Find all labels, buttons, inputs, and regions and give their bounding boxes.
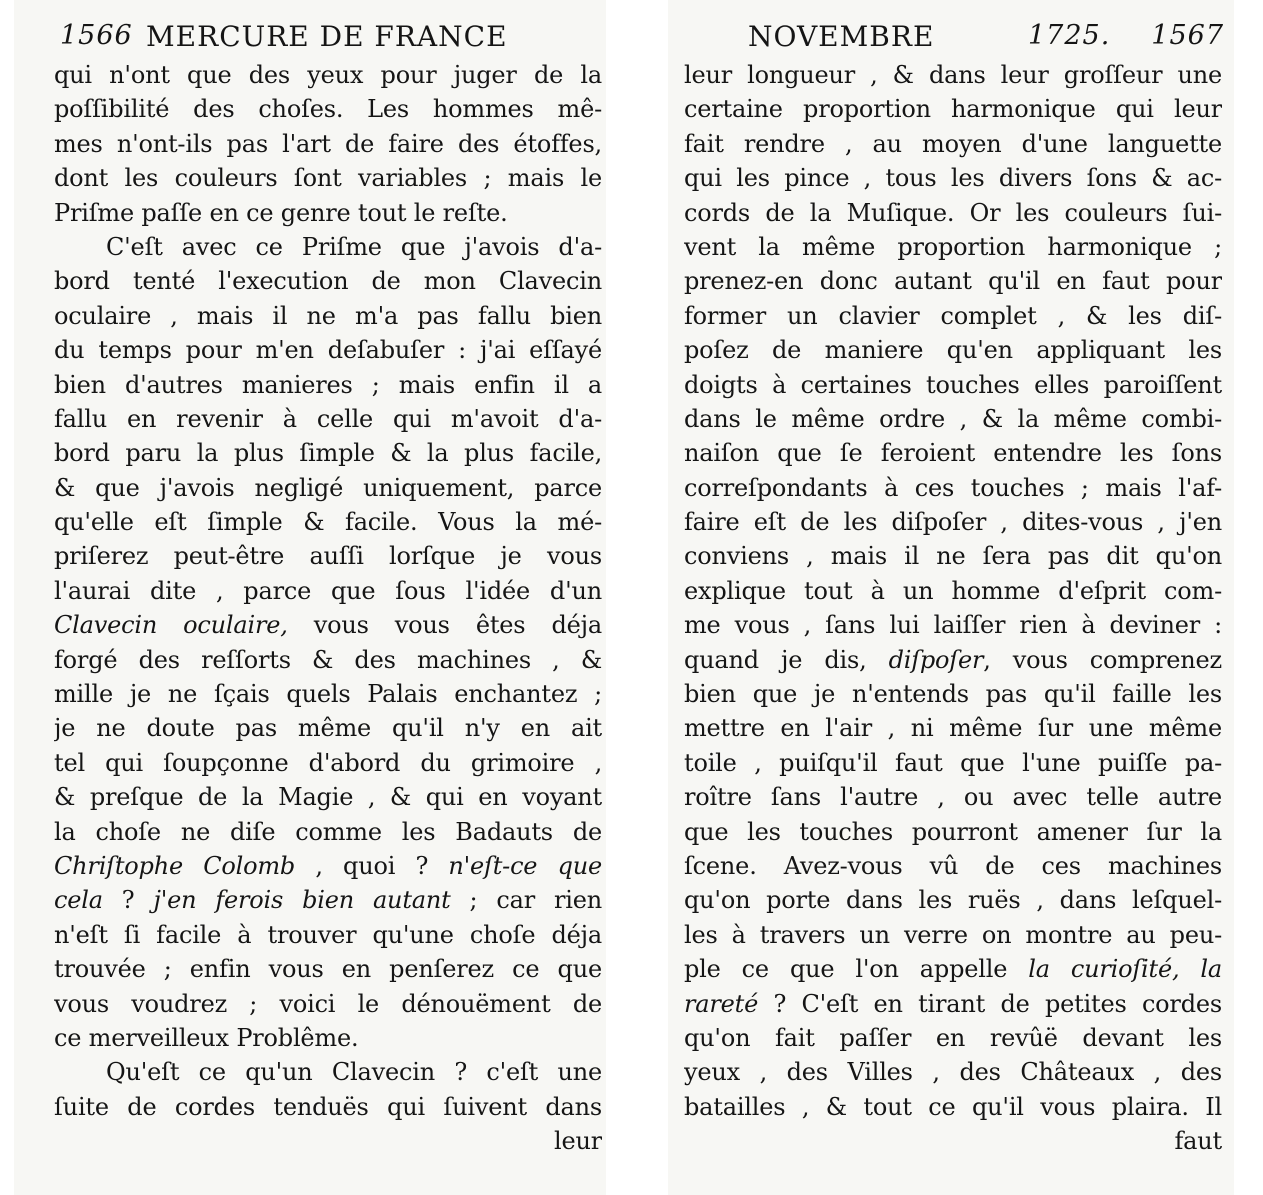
- text-line: [54, 539, 602, 573]
- text-line: [684, 161, 1222, 195]
- line-text: C'eſt avec ce Priſme que j'avois d'a-: [106, 232, 602, 261]
- text-line: [54, 1021, 602, 1055]
- line-text: faut: [1174, 1127, 1222, 1156]
- line-text: les à travers un verre on montre au peu-: [684, 920, 1222, 949]
- italic-text: cela: [54, 886, 103, 915]
- line-text: oculaire , mais il ne m'a pas fallu bien: [54, 301, 602, 330]
- line-text: leur: [553, 1127, 602, 1156]
- line-text: qu'on porte dans les ruës , dans leſquel-: [684, 886, 1222, 915]
- text-line: [684, 92, 1222, 126]
- text-line: [684, 1090, 1222, 1124]
- text-line: [54, 883, 602, 917]
- text-line: [684, 643, 1222, 677]
- left-text-block: [54, 58, 602, 1159]
- line-text: que les touches pourront amener ſur la: [684, 817, 1222, 846]
- text-line: [54, 918, 602, 952]
- line-text: prenez-en donc autant qu'il en faut pour: [684, 267, 1222, 296]
- line-text: ; car rien: [450, 886, 602, 915]
- line-text: trouvée ; enfin vous en penſerez ce que: [54, 955, 602, 984]
- text-line: [684, 196, 1222, 230]
- text-line: [54, 402, 602, 436]
- line-text: & que j'avois negligé uniquement, parce: [54, 473, 602, 502]
- line-text: ſcene. Avez-vous vû de ces machines: [684, 851, 1222, 880]
- text-line: [54, 849, 602, 883]
- italic-text: Clavecin oculaire,: [54, 611, 288, 640]
- line-text: qui les pince , tous les divers ſons & ac-: [684, 164, 1222, 193]
- line-text: naiſon que ſe feroient entendre les ſons: [684, 439, 1222, 468]
- text-line: [684, 264, 1222, 298]
- line-text: explique tout à un homme d'eſprit com-: [684, 576, 1222, 605]
- right-running-head: [748, 20, 1224, 56]
- line-text: ſuite de cordes tenduës qui ſuivent dans: [54, 1092, 602, 1121]
- text-line: [684, 1055, 1222, 1089]
- text-line: [684, 677, 1222, 711]
- text-line: [54, 574, 602, 608]
- text-line: [54, 196, 602, 230]
- line-text: bien d'autres manieres ; mais enfin il a: [54, 370, 602, 399]
- line-text: mille je ne ſçais quels Palais enchantez ;: [54, 680, 602, 709]
- text-line: [684, 608, 1222, 642]
- text-line: [54, 92, 602, 126]
- italic-text: rareté: [684, 989, 759, 1018]
- line-text: du temps pour m'en deſabuſer : j'ai eſſayé: [54, 336, 602, 365]
- left-running-head: [60, 20, 596, 56]
- text-line: [684, 987, 1222, 1021]
- line-text: vous vous êtes déja: [287, 611, 602, 640]
- line-text: Priſme paſſe en ce genre tout le reſte.: [54, 198, 508, 227]
- text-line: [54, 436, 602, 470]
- line-text: qui n'ont que des yeux pour juger de la: [54, 61, 602, 89]
- left-page: [14, 0, 606, 1195]
- line-text: quand je dis,: [684, 645, 889, 674]
- line-text: ce merveilleux Problême.: [54, 1023, 359, 1052]
- line-text: vous voudrez ; voici le dénouëment de: [54, 989, 602, 1018]
- text-line: [684, 230, 1222, 264]
- line-text: poſſibilité des choſes. Les hommes mê-: [54, 95, 602, 124]
- text-line: [684, 333, 1222, 367]
- text-line: [684, 780, 1222, 814]
- italic-text: j'en ferois bien autant: [153, 886, 451, 915]
- text-line: [684, 402, 1222, 436]
- text-line: [684, 883, 1222, 917]
- text-line: [684, 436, 1222, 470]
- text-line: [54, 333, 602, 367]
- line-text: l'aurai dite , parce que ſous l'idée d'un: [54, 576, 602, 605]
- line-text: bord tenté l'execution de mon Clavecin: [54, 267, 602, 296]
- text-line: [54, 1090, 602, 1124]
- text-line: [54, 368, 602, 402]
- text-line: [684, 1021, 1222, 1055]
- text-line: [54, 746, 602, 780]
- line-text: doigts à certaines touches elles paroiſſent: [684, 370, 1222, 399]
- line-text: , quoi ?: [295, 851, 449, 880]
- line-text: forgé des reſſorts & des machines , &: [54, 645, 602, 674]
- text-line: [684, 574, 1222, 608]
- line-text: Qu'eſt ce qu'un Clavecin ? c'eſt une: [106, 1058, 602, 1087]
- line-text: bien que je n'entends pas qu'il faille les: [684, 680, 1222, 709]
- line-text: mettre en l'air , ni même ſur une même: [684, 714, 1222, 743]
- line-text: batailles , & tout ce qu'il vous plaira. Il: [684, 1092, 1222, 1121]
- catchword: [684, 1124, 1222, 1158]
- line-text: faire eſt de les diſpoſer , dites-vous , j'en: [684, 508, 1222, 537]
- line-text: n'eſt ſi facile à trouver qu'une choſe déja: [54, 920, 602, 949]
- line-text: , vous comprenez: [983, 645, 1222, 674]
- text-line: [684, 918, 1222, 952]
- text-line: [684, 952, 1222, 986]
- line-text: fait rendre , au moyen d'une languette: [684, 129, 1222, 158]
- line-text: la choſe ne diſe comme les Badauts de: [54, 817, 602, 846]
- line-text: fallu en revenir à celle qui m'avoit d'a-: [54, 404, 602, 433]
- italic-text: n'eſt-ce que: [448, 851, 602, 880]
- text-line: [684, 539, 1222, 573]
- line-text: poſez de maniere qu'en appliquant les: [684, 336, 1222, 365]
- text-line: [54, 608, 602, 642]
- line-text: certaine proportion harmonique qui leur: [684, 95, 1222, 124]
- text-line: [684, 849, 1222, 883]
- text-line: [54, 780, 602, 814]
- text-line: [684, 299, 1222, 333]
- line-text: me vous , ſans lui laiſſer rien à deviner :: [684, 611, 1222, 640]
- line-text: bord paru la plus ſimple & la plus facile,: [54, 439, 602, 468]
- line-text: dont les couleurs ſont variables ; mais le: [54, 164, 602, 193]
- text-line: [684, 815, 1222, 849]
- line-text: vent la même proportion harmonique ;: [684, 232, 1222, 261]
- line-text: qu'elle eſt ſimple & facile. Vous la mé-: [54, 508, 602, 537]
- line-text: je ne doute pas même qu'il n'y en ait: [54, 714, 602, 743]
- text-line: [54, 815, 602, 849]
- line-text: qu'on fait paſſer en revûë devant les: [684, 1023, 1222, 1052]
- page-gutter: [606, 0, 668, 1195]
- line-text: priſerez peut-être auſſi lorſque je vous: [54, 542, 602, 571]
- text-line: [54, 127, 602, 161]
- text-line: [54, 987, 602, 1021]
- text-line: [54, 161, 602, 195]
- line-text: yeux , des Villes , des Châteaux , des: [684, 1058, 1222, 1087]
- text-line: [54, 471, 602, 505]
- line-text: & preſque de la Magie , & qui en voyant: [54, 783, 602, 812]
- right-text-block: [684, 58, 1222, 1159]
- line-text: mes n'ont-ils pas l'art de faire des étoffes,: [54, 129, 602, 158]
- right-running-title: NOVEMBRE: [748, 20, 935, 53]
- text-line: [684, 746, 1222, 780]
- line-text: leur longueur , & dans leur groſſeur une: [684, 61, 1222, 89]
- line-text: ?: [102, 886, 154, 915]
- line-text: ple ce que l'on appelle: [684, 955, 1029, 984]
- text-line: [54, 952, 602, 986]
- catchword: [54, 1124, 602, 1158]
- right-page-number: 1567: [1151, 20, 1224, 51]
- line-text: toile , puiſqu'il faut que l'une puiſſe pa-: [684, 748, 1222, 777]
- left-running-title: MERCURE DE FRANCE: [146, 20, 508, 53]
- right-running-year: 1725.: [1028, 20, 1111, 51]
- line-text: ? C'eſt en tirant de petites cordes: [758, 989, 1222, 1018]
- text-line: [54, 677, 602, 711]
- italic-text: Chriſtophe Colomb: [54, 851, 296, 880]
- text-line: [54, 505, 602, 539]
- text-line: [54, 299, 602, 333]
- text-line: [684, 471, 1222, 505]
- text-line: [684, 127, 1222, 161]
- text-line: [684, 505, 1222, 539]
- text-line: [54, 711, 602, 745]
- right-page: [668, 0, 1234, 1195]
- text-line: [54, 264, 602, 298]
- line-text: dans le même ordre , & la même combi-: [684, 404, 1222, 433]
- line-text: cords de la Muſique. Or les couleurs ſui-: [684, 198, 1222, 227]
- italic-text: diſpoſer: [888, 645, 984, 674]
- line-text: conviens , mais il ne ſera pas dit qu'on: [684, 542, 1222, 571]
- text-line: [54, 643, 602, 677]
- left-page-number: 1566: [60, 20, 133, 51]
- line-text: former un clavier complet , & les diſ-: [684, 301, 1222, 330]
- text-line: [54, 58, 602, 92]
- italic-text: la curioſité, la: [1028, 955, 1222, 984]
- line-text: roître ſans l'autre , ou avec telle autre: [684, 783, 1222, 812]
- line-text: tel qui ſoupçonne d'abord du grimoire ,: [54, 748, 602, 777]
- text-line: [684, 368, 1222, 402]
- text-line: [54, 230, 602, 264]
- text-line: [684, 58, 1222, 92]
- line-text: correſpondants à ces touches ; mais l'af-: [684, 473, 1222, 502]
- text-line: [684, 711, 1222, 745]
- text-line: [54, 1055, 602, 1089]
